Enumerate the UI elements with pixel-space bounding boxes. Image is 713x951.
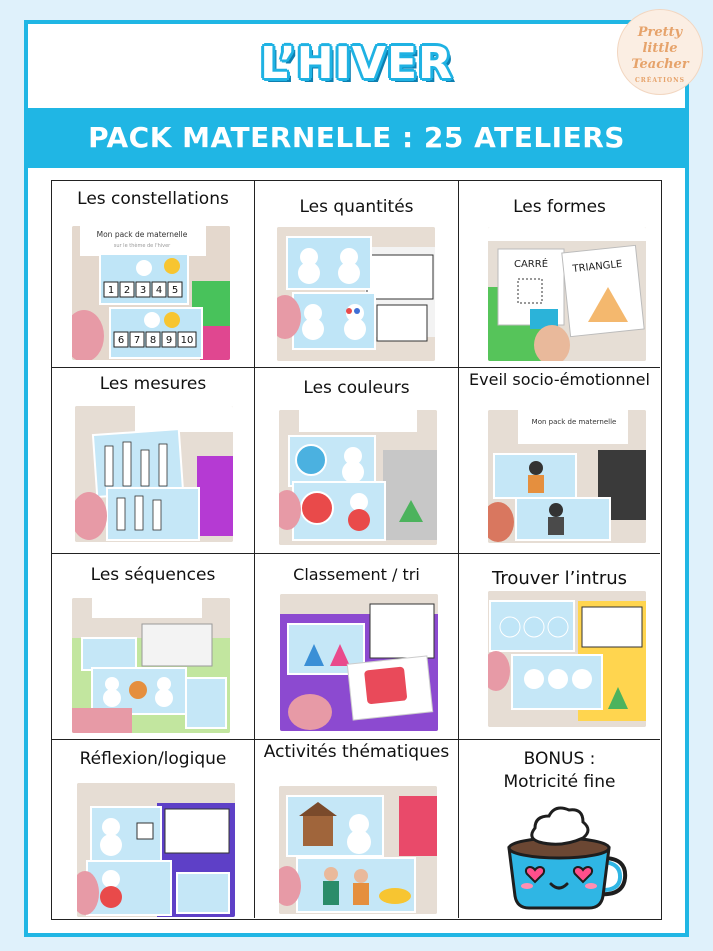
photo-text: 6 [117,335,125,346]
atelier-label: Eveil socio-émotionnel [469,370,650,389]
atelier-cell [255,554,459,740]
atelier-label: Classement / tri [293,565,420,584]
photo-text: 2 [123,285,131,296]
photo-text: sur le thème de l'hiver [113,243,171,249]
photo-text: 7 [133,335,141,346]
photo-text: 1 [107,285,115,296]
photo-text: 5 [171,285,179,296]
atelier-photo [488,591,646,727]
atelier-photo [277,227,435,361]
atelier-label: Les mesures [99,374,207,394]
atelier-cell [52,181,255,368]
logo-line-1: Pretty [637,25,683,40]
atelier-photo [280,594,438,731]
atelier-cell [255,181,459,368]
subtitle-banner: PACK MATERNELLE : 25 ATELIERS [28,108,685,168]
atelier-cell [255,368,459,554]
hot-chocolate-mug-icon [499,800,629,910]
atelier-label: Trouver l’intrus [492,568,627,589]
atelier-cell [52,740,255,918]
atelier-photo [279,786,437,914]
photo-text: TRIANGLE [572,258,623,276]
atelier-label: Réflexion/logique [79,749,227,769]
atelier-photo [75,406,233,542]
photo-text: CARRÉ [513,259,549,270]
atelier-label: Les quantités [299,197,414,217]
atelier-cell [459,554,660,740]
atelier-label: Les couleurs [303,378,410,398]
atelier-label: Les formes [513,197,606,217]
atelier-cell [255,740,459,918]
atelier-photo [279,410,437,545]
atelier-photo [488,410,646,543]
atelier-cell [459,181,660,368]
photo-text: 4 [155,285,163,296]
logo-line-3: Teacher [631,57,689,72]
atelier-label: BONUS : Motricité fine [503,749,616,792]
atelier-photo [488,227,646,361]
brand-logo [617,9,703,95]
atelier-label: Les constellations [77,189,229,209]
page-title: L’HIVER [260,38,453,89]
atelier-cell [459,368,660,554]
photo-text: 10 [180,335,194,346]
atelier-photo [72,598,230,733]
photo-text: Mon pack de maternelle [96,230,188,239]
photo-text: 3 [139,285,147,296]
atelier-photo [77,783,235,917]
atelier-label: Activités thématiques [263,742,450,762]
atelier-label: Les séquences [90,565,216,585]
logo-line-4: CRÉATIONS [635,77,685,84]
ateliers-grid [51,180,662,920]
photo-text: Mon pack de maternelle [531,418,617,426]
atelier-photo [72,226,230,360]
logo-line-2: little [642,41,678,56]
photo-text: 9 [165,335,173,346]
atelier-cell [52,554,255,740]
photo-text: 8 [149,335,157,346]
atelier-cell [459,740,660,918]
atelier-cell [52,368,255,554]
